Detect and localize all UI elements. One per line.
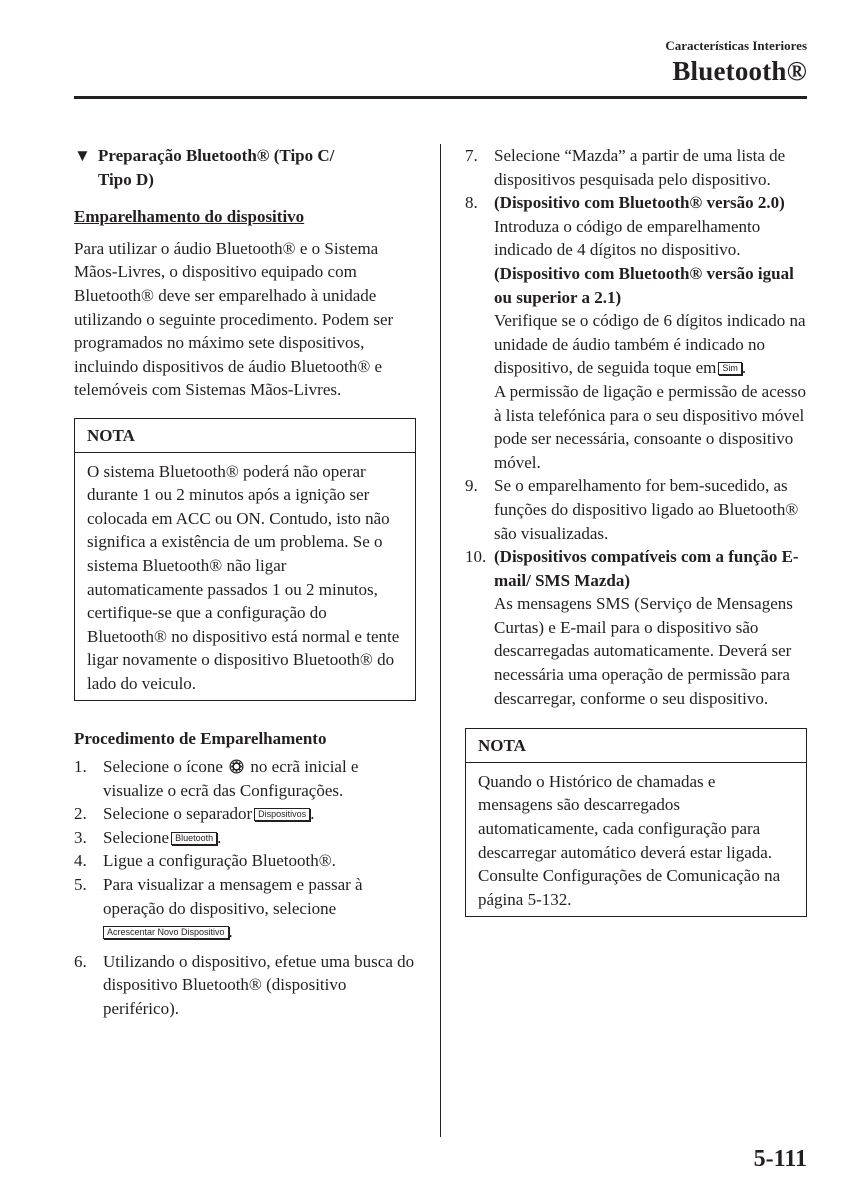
section-heading (74, 144, 416, 191)
step-number: 2. (74, 804, 87, 824)
step-text: Selecione o separador (103, 804, 253, 824)
step-text: . (741, 358, 747, 378)
step-text: Verifique se o código de 6 dígitos indicado na unidade de áudio também é indicado no dispositivo, de seguida toque em (494, 311, 806, 378)
bluetooth-button: Bluetooth (171, 832, 217, 845)
note-title: NOTA (466, 729, 806, 763)
step-text: Se o emparelhamento for bem-sucedido, as funções do dispositivo ligado ao Bluetooth® são visualizadas. (494, 476, 799, 543)
step-condition: (Dispositivos compatíveis com a função E-mail/ SMS Mazda) (494, 547, 799, 590)
note-reference: Consulte Configurações de Comunicação na página 5-132. (478, 866, 781, 909)
step-text: . (228, 922, 233, 942)
step-number: 7. (465, 146, 478, 165)
step-text: . (217, 827, 222, 847)
step-number: 10. (465, 547, 487, 567)
step-9 (465, 474, 807, 545)
step-text: As mensagens SMS (Serviço de Mensagens Curtas) e E-mail para o dispositivo são descarregadas automaticamente. Deverá ser necessária uma operação de permissão para descarregar, conforme o seu dispositivo. (494, 594, 793, 708)
step-number: 3. (74, 827, 87, 847)
step-5 (74, 873, 416, 944)
procedure-steps (74, 755, 416, 1021)
step-number: 4. (74, 851, 87, 871)
devices-tab-button: Dispositivos (254, 808, 310, 821)
step-6 (74, 950, 416, 1021)
step-4 (74, 849, 416, 873)
column-divider (440, 144, 441, 1137)
section-title: Características Interiores (665, 38, 807, 53)
step-text: Selecione “Mazda” a partir de uma lista de dispositivos pesquisada pelo dispositivo. (494, 146, 786, 189)
step-2 (74, 802, 416, 826)
yes-button: Sim (718, 362, 742, 375)
step-number: 6. (74, 951, 87, 971)
step-10 (465, 545, 807, 710)
step-8 (465, 191, 807, 474)
subheading-pairing: Emparelhamento do dispositivo (74, 207, 305, 227)
settings-gear-icon (229, 759, 244, 774)
step-text-block (494, 309, 807, 380)
procedure-steps-continued (465, 144, 807, 710)
note-box (465, 728, 807, 917)
step-text: Introduza o código de emparelhamento indicado de 4 dígitos no dispositivo. (494, 216, 761, 260)
intro-paragraph: Para utilizar o áudio Bluetooth® e o Sistema Mãos-Livres, o dispositivo equipado com Bluetooth® deve ser emparelhado à unidade utilizando o seguinte procedimento. Podem ser programados no máximo sete dispositivos, incluindo dispositivos de áudio Bluetooth® e telemóveis com Sistemas Mãos-Livres. (74, 238, 394, 400)
note-title: NOTA (75, 419, 415, 453)
note-body: O sistema Bluetooth® poderá não operar durante 1 ou 2 minutos após a ignição ser colocada em ACC ou ON. Contudo, isto não significa a existência de um problema. Se o sistema Bluetooth® não ligar automaticamente passados 1 ou 2 minutos, certifique-se que a configuração do Bluetooth® no dispositivo está normal e tente ligar novamente o dispositivo Bluetooth® do lado do veiculo. (87, 461, 400, 693)
subheading-procedure: Procedimento de Emparelhamento (74, 729, 327, 749)
step-text: no ecrã inicial e visualize o ecrã das Configurações. (103, 757, 359, 800)
step-text: . (310, 804, 315, 824)
step-number: 9. (465, 476, 478, 496)
header-rule (74, 96, 807, 99)
note-text: Quando o Histórico de chamadas e mensagens são descarregados automaticamente, cada configuração para descarregar automático deverá estar ligada. (478, 771, 773, 862)
heading-line-2: Tipo D) (98, 169, 154, 189)
step-text: Selecione o ícone (103, 757, 223, 777)
step-1 (74, 755, 416, 802)
note-body (466, 763, 806, 917)
right-column (465, 144, 807, 917)
step-text: A permissão de ligação e permissão de acesso à lista telefónica para o seu dispositivo móvel pode ser necessária, consoante o dispositivo móvel. (494, 381, 807, 472)
step-condition: (Dispositivo com Bluetooth® versão 2.0) (494, 193, 785, 213)
triangle-bullet-icon: ▼ (74, 146, 91, 165)
step-condition: (Dispositivo com Bluetooth® versão igual ou superior a 2.1) (494, 263, 794, 307)
step-text: Para visualizar a mensagem e passar à operação do dispositivo, selecione (103, 875, 363, 918)
page-number: 5-111 (753, 1146, 807, 1172)
step-text: Utilizando o dispositivo, efetue uma busca do dispositivo Bluetooth® (dispositivo periférico). (103, 951, 415, 1018)
step-text: Ligue a configuração Bluetooth®. (103, 851, 336, 871)
step-number: 5. (74, 875, 87, 895)
page-title: Bluetooth® (672, 56, 807, 86)
add-new-device-button: Acrescentar Novo Dispositivo (103, 926, 229, 939)
step-number: 1. (74, 757, 87, 777)
step-text: Selecione (103, 827, 170, 847)
note-box (74, 418, 416, 702)
heading-line-1: Preparação Bluetooth® (Tipo C/ (98, 146, 335, 165)
left-column (74, 144, 416, 1021)
step-7 (465, 144, 807, 191)
step-number: 8. (465, 193, 478, 213)
step-3 (74, 826, 416, 850)
